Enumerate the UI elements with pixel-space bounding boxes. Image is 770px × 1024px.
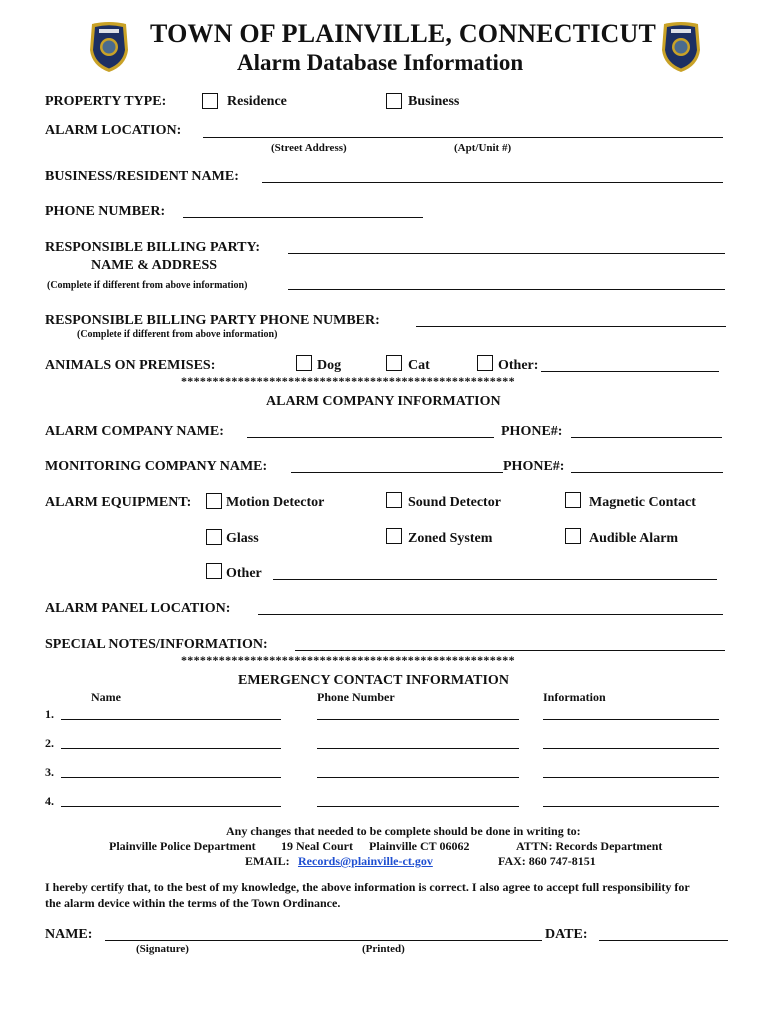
signature-date-label: DATE: <box>545 927 588 942</box>
property-type-label: PROPERTY TYPE: <box>45 94 167 109</box>
emergency-row-4-info-field[interactable] <box>543 806 719 807</box>
magnetic-contact-checkbox[interactable] <box>565 492 581 508</box>
alarm-company-phone-label: PHONE#: <box>501 424 563 439</box>
signature-name-label: NAME: <box>45 927 93 942</box>
signature-date-field[interactable] <box>599 940 728 941</box>
alarm-location-field[interactable] <box>203 137 723 138</box>
emergency-row-1-name-field[interactable] <box>61 719 281 720</box>
footer-city: Plainville CT 06062 <box>369 839 470 853</box>
emergency-heading: EMERGENCY CONTACT INFORMATION <box>238 673 509 688</box>
animals-label: ANIMALS ON PREMISES: <box>45 358 216 373</box>
other-equipment-label: Other <box>226 566 262 581</box>
special-notes-label: SPECIAL NOTES/INFORMATION: <box>45 637 268 652</box>
special-notes-field[interactable] <box>295 650 725 651</box>
monitoring-company-label: MONITORING COMPANY NAME: <box>45 459 268 474</box>
business-label: Business <box>408 94 460 109</box>
divider-2: ***************************************************** <box>181 653 515 667</box>
resident-name-label: BUSINESS/RESIDENT NAME: <box>45 169 239 184</box>
business-checkbox[interactable] <box>386 93 402 109</box>
emergency-col-info: Information <box>543 690 606 704</box>
other-equipment-checkbox[interactable] <box>206 563 222 579</box>
audible-alarm-label: Audible Alarm <box>589 531 679 546</box>
billing-note: (Complete if different from above information) <box>47 280 248 291</box>
certify-line-1: I hereby certify that, to the best of my knowledge, the above information is correct. I also agree to accept full responsibility for <box>45 880 690 894</box>
footer-attn: ATTN: Records Department <box>516 839 663 853</box>
equipment-label: ALARM EQUIPMENT: <box>45 495 192 510</box>
glass-label: Glass <box>226 531 259 546</box>
alarm-company-heading: ALARM COMPANY INFORMATION <box>266 394 501 409</box>
footer-street: 19 Neal Court <box>281 839 353 853</box>
dog-checkbox[interactable] <box>296 355 312 371</box>
police-badge-left-icon <box>86 20 132 74</box>
billing-party-label: RESPONSIBLE BILLING PARTY: <box>45 240 261 255</box>
panel-location-label: ALARM PANEL LOCATION: <box>45 601 231 616</box>
residence-label: Residence <box>227 94 287 109</box>
emergency-row-2-info-field[interactable] <box>543 748 719 749</box>
emergency-row-2-name-field[interactable] <box>61 748 281 749</box>
footer-email-label: EMAIL: <box>245 854 290 868</box>
resident-name-field[interactable] <box>262 182 723 183</box>
emergency-row-1-number: 1. <box>45 707 54 721</box>
footer-instructions: Any changes that needed to be complete should be done in writing to: <box>226 824 581 838</box>
magnetic-contact-label: Magnetic Contact <box>589 495 696 510</box>
motion-detector-checkbox[interactable] <box>206 493 222 509</box>
emergency-row-4-number: 4. <box>45 794 54 808</box>
footer-fax: FAX: 860 747-8151 <box>498 854 596 868</box>
alarm-company-name-field[interactable] <box>247 437 494 438</box>
apt-unit-caption: (Apt/Unit #) <box>454 142 512 154</box>
alarm-company-phone-field[interactable] <box>571 437 722 438</box>
other-animal-field[interactable] <box>541 371 719 372</box>
alarm-company-name-label: ALARM COMPANY NAME: <box>45 424 224 439</box>
sound-detector-checkbox[interactable] <box>386 492 402 508</box>
emergency-row-4-name-field[interactable] <box>61 806 281 807</box>
emergency-row-1-phone-field[interactable] <box>317 719 519 720</box>
monitoring-phone-field[interactable] <box>571 472 723 473</box>
emergency-col-name: Name <box>91 690 121 704</box>
billing-phone-field[interactable] <box>416 326 726 327</box>
footer-department: Plainville Police Department <box>109 839 256 853</box>
page-subtitle: Alarm Database Information <box>237 50 524 75</box>
glass-checkbox[interactable] <box>206 529 222 545</box>
other-equipment-field[interactable] <box>273 579 717 580</box>
printed-caption: (Printed) <box>362 943 405 955</box>
dog-label: Dog <box>317 358 342 373</box>
cat-checkbox[interactable] <box>386 355 402 371</box>
police-badge-right-icon <box>658 20 704 74</box>
emergency-row-4-phone-field[interactable] <box>317 806 519 807</box>
zoned-system-checkbox[interactable] <box>386 528 402 544</box>
emergency-row-3-info-field[interactable] <box>543 777 719 778</box>
cat-label: Cat <box>408 358 430 373</box>
billing-phone-label: RESPONSIBLE BILLING PARTY PHONE NUMBER: <box>45 313 380 328</box>
billing-address-field[interactable] <box>288 289 725 290</box>
page-title: TOWN OF PLAINVILLE, CONNECTICUT <box>150 19 657 48</box>
divider-1: ***************************************************** <box>181 374 515 388</box>
phone-number-label: PHONE NUMBER: <box>45 204 166 219</box>
signature-name-field[interactable] <box>105 940 542 941</box>
signature-caption: (Signature) <box>136 943 189 955</box>
other-animal-label: Other: <box>498 358 539 373</box>
emergency-col-phone: Phone Number <box>317 690 395 704</box>
sound-detector-label: Sound Detector <box>408 495 501 510</box>
billing-name-address-label: NAME & ADDRESS <box>91 258 218 273</box>
street-address-caption: (Street Address) <box>271 142 347 154</box>
monitoring-company-field[interactable] <box>291 472 503 473</box>
emergency-row-3-name-field[interactable] <box>61 777 281 778</box>
alarm-location-label: ALARM LOCATION: <box>45 123 182 138</box>
monitoring-phone-label: PHONE#: <box>503 459 565 474</box>
billing-phone-note: (Complete if different from above information) <box>77 329 278 340</box>
phone-number-field[interactable] <box>183 217 423 218</box>
other-animal-checkbox[interactable] <box>477 355 493 371</box>
zoned-system-label: Zoned System <box>408 531 493 546</box>
certify-line-2: the alarm device within the terms of the Town Ordinance. <box>45 896 341 910</box>
emergency-row-2-phone-field[interactable] <box>317 748 519 749</box>
emergency-row-3-phone-field[interactable] <box>317 777 519 778</box>
audible-alarm-checkbox[interactable] <box>565 528 581 544</box>
panel-location-field[interactable] <box>258 614 723 615</box>
footer-email-link[interactable]: Records@plainville-ct.gov <box>298 854 433 868</box>
billing-party-field[interactable] <box>288 253 725 254</box>
motion-detector-label: Motion Detector <box>226 495 325 510</box>
emergency-row-2-number: 2. <box>45 736 54 750</box>
residence-checkbox[interactable] <box>202 93 218 109</box>
emergency-row-3-number: 3. <box>45 765 54 779</box>
emergency-row-1-info-field[interactable] <box>543 719 719 720</box>
